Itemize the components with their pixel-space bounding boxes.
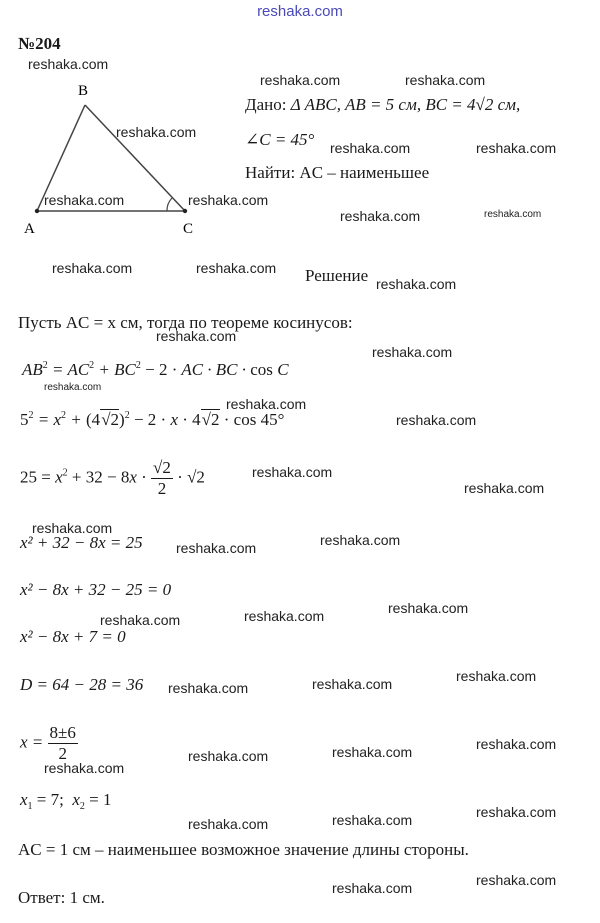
watermark: reshaka.com	[52, 260, 133, 276]
watermark: reshaka.com	[332, 744, 413, 760]
discriminant: D = 64 − 28 = 36	[20, 675, 144, 694]
watermark: reshaka.com	[176, 540, 257, 556]
given-line-1: Δ ABC, AB = 5 см, BC = 4√2 см,	[290, 95, 521, 114]
conclusion: AC = 1 см – наименьшее возможное значение длины стороны.	[18, 840, 469, 859]
given-line-2: ∠C = 45°	[245, 130, 315, 149]
watermark: reshaka.com	[456, 668, 537, 684]
watermark: reshaka.com	[476, 872, 557, 888]
watermark: reshaka.com	[44, 382, 102, 393]
solution-intro: Пусть AC = x см, тогда по теореме косинусов:	[18, 313, 353, 332]
watermark: reshaka.com	[396, 412, 477, 428]
vertex-label-c: C	[183, 221, 194, 237]
watermark: reshaka.com	[188, 816, 269, 832]
watermark: reshaka.com	[156, 328, 237, 344]
watermark: reshaka.com	[44, 760, 125, 776]
watermark: reshaka.com	[332, 812, 413, 828]
watermark: reshaka.com	[484, 209, 542, 220]
solution-heading: Решение	[305, 266, 369, 285]
watermark: reshaka.com	[476, 804, 557, 820]
watermark: reshaka.com	[260, 72, 341, 88]
find-label: Найти:	[245, 163, 296, 182]
watermark: reshaka.com	[312, 676, 393, 692]
watermark: reshaka.com	[196, 260, 277, 276]
watermark: reshaka.com	[330, 140, 411, 156]
site-header-link[interactable]: reshaka.com	[257, 3, 343, 20]
watermark: reshaka.com	[405, 72, 486, 88]
equation-step-1: x² + 32 − 8x = 25	[20, 533, 143, 552]
watermark: reshaka.com	[388, 600, 469, 616]
given-label: Дано:	[245, 95, 287, 114]
watermark: reshaka.com	[476, 140, 557, 156]
watermark: reshaka.com	[44, 192, 125, 208]
watermark: reshaka.com	[188, 192, 269, 208]
triangle-figure	[15, 78, 215, 238]
find-text: AC – наименьшее	[299, 163, 430, 182]
point-c	[183, 209, 187, 213]
watermark: reshaka.com	[320, 532, 401, 548]
watermark: reshaka.com	[100, 612, 181, 628]
roots-values: $x_1 = 7$; $x_2 = 1$	[20, 790, 112, 812]
problem-number: №204	[18, 34, 61, 53]
formula-cosine-law: $AB^2 = AC^2 + BC^2 - 2$ · AC · BC · cos C	[22, 360, 289, 379]
vertex-label-a: A	[24, 221, 35, 237]
formula-substitution: $5^2 = x^2 + (4√2)^2 - 2 \cdot x \cdot 4√2 \cdot \cos 45^\circ$	[20, 410, 285, 429]
roots-formula	[20, 723, 78, 764]
equation-step-2: x² − 8x + 32 − 25 = 0	[20, 580, 172, 599]
roots-lhs: x =	[20, 732, 44, 752]
watermark: reshaka.com	[340, 208, 421, 224]
watermark: reshaka.com	[244, 608, 325, 624]
watermark: reshaka.com	[252, 464, 333, 480]
watermark: reshaka.com	[226, 396, 307, 412]
watermark: reshaka.com	[188, 748, 269, 764]
formula-simplified: $25 = x^2 + 32 - 8x$ · $\frac{√2}{2}$ · √2	[20, 458, 205, 498]
angle-c-arc	[167, 198, 172, 211]
watermark: reshaka.com	[376, 276, 457, 292]
watermark: reshaka.com	[476, 736, 557, 752]
point-a	[35, 209, 39, 213]
watermark: reshaka.com	[332, 880, 413, 896]
watermark: reshaka.com	[28, 56, 109, 72]
roots-denominator: 2	[58, 744, 67, 763]
vertex-label-b: B	[78, 83, 89, 99]
equation-step-3: x² − 8x + 7 = 0	[20, 627, 126, 646]
watermark: reshaka.com	[464, 480, 545, 496]
watermark: reshaka.com	[168, 680, 249, 696]
watermark: reshaka.com	[32, 520, 113, 536]
watermark: reshaka.com	[116, 124, 197, 140]
watermark: reshaka.com	[372, 344, 453, 360]
answer: Ответ: 1 см.	[18, 888, 105, 907]
roots-numerator: 8±6	[49, 723, 76, 742]
